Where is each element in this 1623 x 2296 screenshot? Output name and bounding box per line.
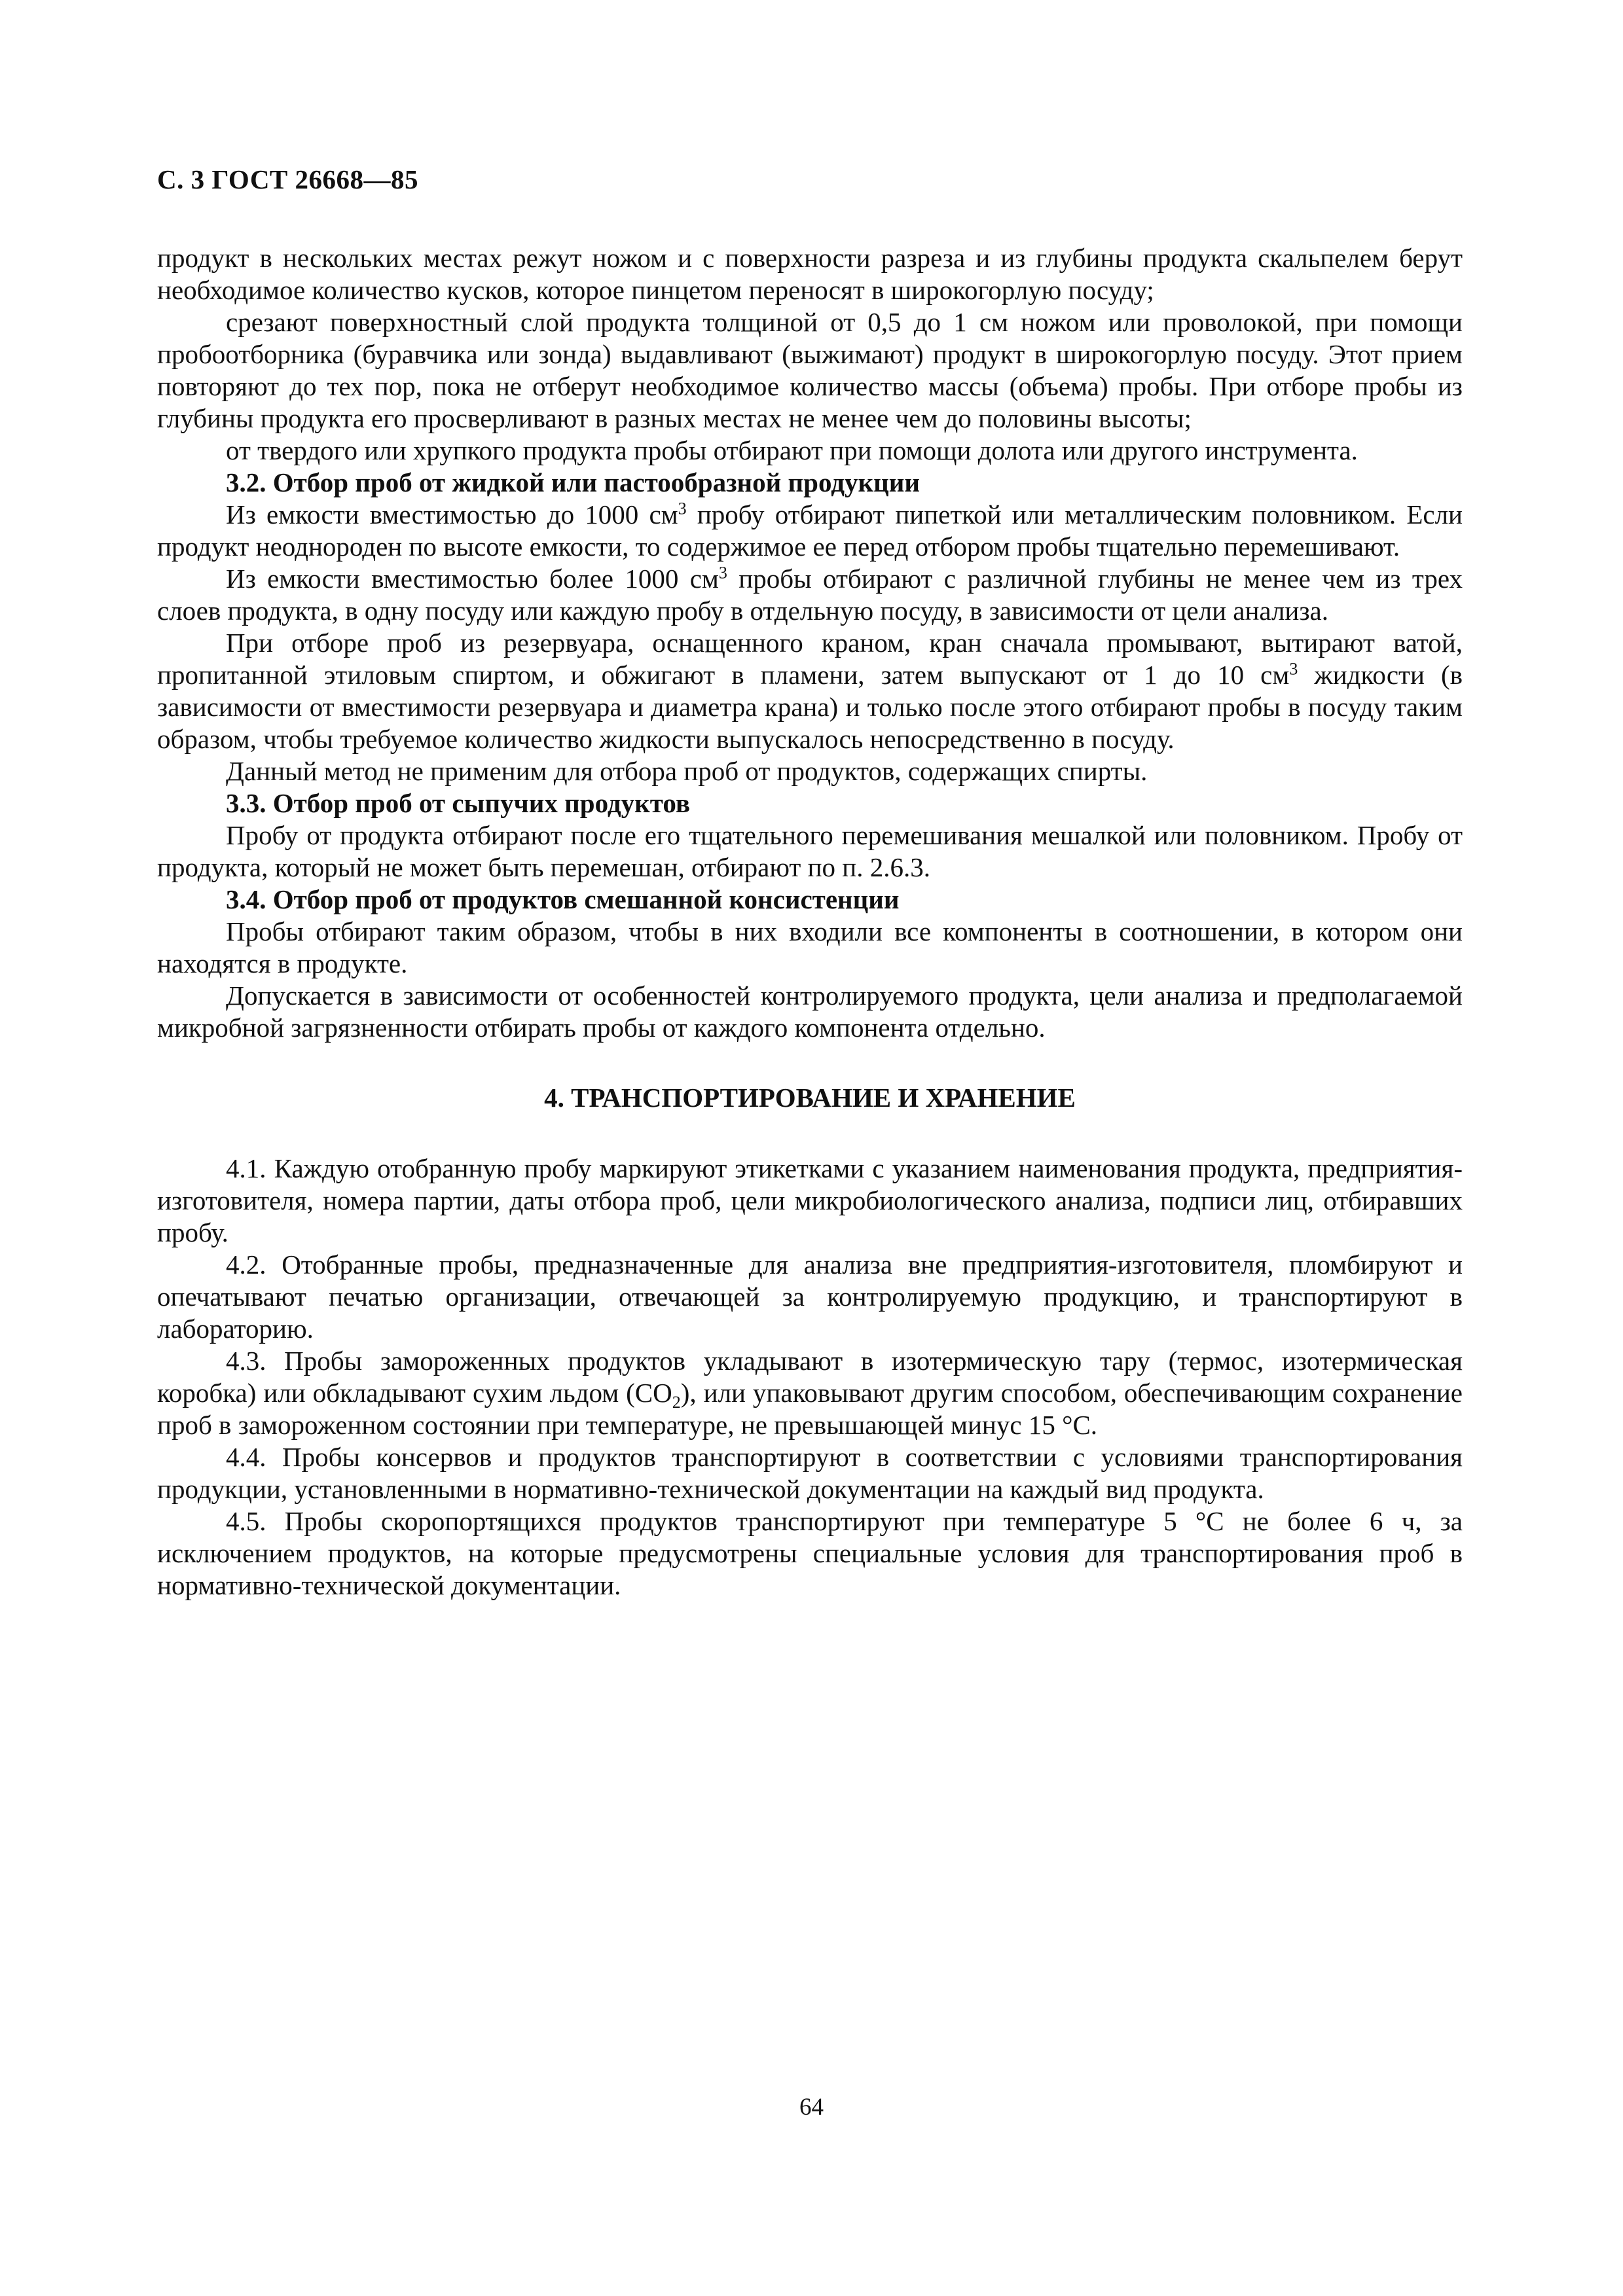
paragraph: 4.2. Отобранные пробы, предназначенные для анализа вне предприятия-изготовителя, пломбируют и опечатывают печатью организации, отвечающей за контролируемую продукцию, и транспортируют в лабораторию. xyxy=(157,1249,1463,1344)
paragraph: Пробы отбирают таким образом, чтобы в них входили все компоненты в соотношении, в котором они находятся в продукте. xyxy=(157,916,1463,978)
text-run: Из емкости вместимостью более 1000 см xyxy=(226,564,719,594)
paragraph: 4.1. Каждую отобранную пробу маркируют этикетками с указанием наименования продукта, предприятия-изготовителя, номера партии, даты отбора проб, цели микробиологического анализа, подписи лиц, отбиравших пробу. xyxy=(157,1153,1463,1247)
text-run: пробы отбирают с различной глубины не менее чем из трех слоев продукта, в одну посуду или каждую пробу в отдельную посуду, в зависимости от цели анализа. xyxy=(157,564,1463,626)
superscript: 3 xyxy=(678,499,687,518)
paragraph: 4.4. Пробы консервов и продуктов транспортируют в соответствии с условиями транспортирования продукции, установленными в нормативно-технической документации на каждый вид продукта. xyxy=(157,1442,1463,1504)
section-heading-4: 4. ТРАНСПОРТИРОВАНИЕ И ХРАНЕНИЕ xyxy=(544,1083,1076,1113)
superscript: 3 xyxy=(1289,659,1298,679)
running-header: С. 3 ГОСТ 26668—85 xyxy=(157,164,419,194)
paragraph xyxy=(157,1345,1463,1441)
paragraph xyxy=(157,563,1463,627)
paragraph: Допускается в зависимости от особенностей контролируемого продукта, цели анализа и предполагаемой микробной загрязненности отбирать пробы от каждого компонента отдельно. xyxy=(157,980,1463,1043)
paragraph: продукт в нескольких местах режут ножом и с поверхности разреза и из глубины продукта скальпелем берут необходимое количество кусков, которое пинцетом переносят в широкогорлую посуду; xyxy=(157,243,1463,305)
page-number: 64 xyxy=(799,2094,824,2121)
paragraph: 4.5. Пробы скоропортящихся продуктов транспортируют при температуре 5 °С не более 6 ч, за исключением продуктов, на которые предусмотрены специальные условия для транспортирования проб в нормативно-технической документации. xyxy=(157,1506,1463,1600)
text-run: жидкости (в зависимости от вместимости резервуара и диаметра крана) и только после этого отбирают пробы в посуду таким образом, чтобы требуемое количество жидкости выпускалось непосредственно в посуду. xyxy=(157,660,1463,754)
text-run: Из емкости вместимостью до 1000 см xyxy=(226,499,678,529)
paragraph xyxy=(157,499,1463,563)
paragraph: Данный метод не применим для отбора проб от продуктов, содержащих спирты. xyxy=(226,756,1148,786)
text-run: При отборе проб из резервуара, оснащенного краном, кран сначала промывают, вытирают ватой, пропитанной этиловым спиртом, и обжигают в пламени, затем выпускают от 1 до 10 см xyxy=(157,628,1463,690)
superscript: 3 xyxy=(718,563,727,583)
paragraph: Пробу от продукта отбирают после его тщательного перемешивания мешалкой или половником. Пробу от продукта, который не может быть перемешан, отбирают по п. 2.6.3. xyxy=(157,820,1463,882)
page-body xyxy=(157,242,1463,1602)
text-run: 4.3. Пробы замороженных продуктов укладывают в изотермическую тару (термос, изотермическая коробка) или обкладывают сухим льдом (CO xyxy=(157,1346,1463,1408)
section-heading-3-2: 3.2. Отбор проб от жидкой или пастообразной продукции xyxy=(226,467,921,497)
subscript: 2 xyxy=(672,1393,681,1412)
text-run: пробу отбирают пипеткой или металлическим половником. Если продукт неоднороден по высоте емкости, то содержимое ее перед отбором пробы тщательно перемешивают. xyxy=(157,499,1463,562)
paragraph: от твердого или хрупкого продукта пробы отбирают при помощи долота или другого инструмента. xyxy=(226,435,1358,465)
paragraph: срезают поверхностный слой продукта толщиной от 0,5 до 1 см ножом или проволокой, при помощи пробоотборника (буравчика или зонда) выдавливают (выжимают) продукт в широкогорлую посуду. Этот прием повторяют до тех пор, пока не отберут необходимое количество массы (объема) пробы. При отборе пробы из глубины продукта его просверливают в разных местах не менее чем до половины высоты; xyxy=(157,307,1463,433)
section-heading-3-3: 3.3. Отбор проб от сыпучих продуктов xyxy=(226,788,690,818)
section-heading-3-4: 3.4. Отбор проб от продуктов смешанной консистенции xyxy=(226,884,900,914)
paragraph xyxy=(157,627,1463,755)
text-run: ), или упаковывают другим способом, обеспечивающим сохранение проб в замороженном состоянии при температуре, не превышающей минус 15 °С. xyxy=(157,1378,1463,1440)
